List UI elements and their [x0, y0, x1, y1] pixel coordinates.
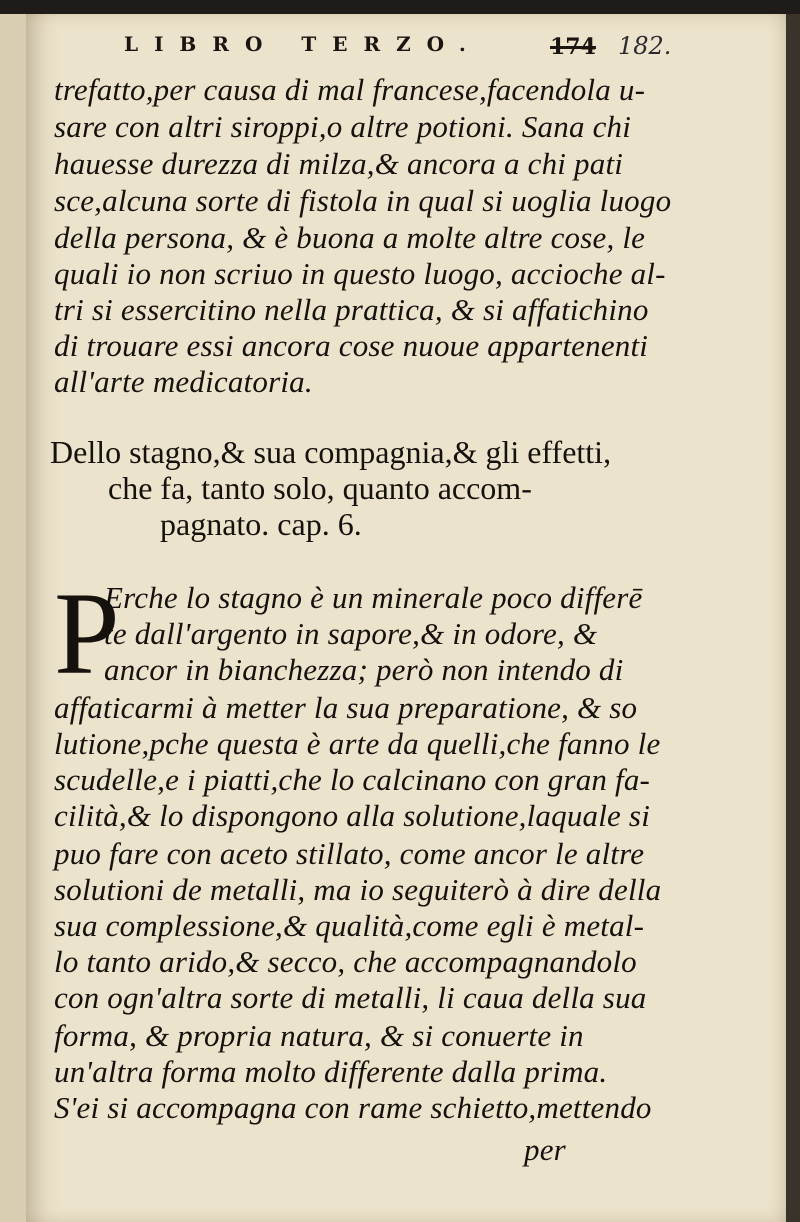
heading-line: che fa, tanto solo, quanto accom- — [108, 470, 532, 506]
text-line: solutioni de metalli, ma io seguiterò à dire della — [54, 872, 662, 907]
text-line: lo tanto arido,& secco, che accompagnandolo — [54, 944, 637, 979]
text-line: di trouare essi ancora cose nuoue appartenenti — [54, 328, 649, 363]
text-line: all'arte medicatoria. — [54, 364, 313, 399]
text-line: tri si essercitino nella prattica, & si affatichino — [54, 292, 649, 327]
text-line: ancor in bianchezza; però non intendo di — [104, 652, 624, 687]
text-line: puo fare con aceto stillato, come ancor le altre — [54, 836, 645, 871]
text-line: sare con altri siroppi,o altre potioni. Sana chi — [54, 109, 632, 144]
running-title: LIBRO TERZO. — [124, 32, 482, 56]
text-line: te dall'argento in sapore,& in odore, & — [104, 616, 598, 651]
text-line: affaticarmi à metter la sua preparatione, & so — [54, 690, 638, 725]
text-line: con ogn'altra sorte di metalli, li caua della sua — [54, 980, 647, 1015]
text-line: lutione,pche questa è arte da quelli,che fanno le — [54, 726, 661, 761]
original-folio-number: 174 — [550, 34, 596, 60]
drop-cap: P — [54, 568, 120, 699]
text-line: Erche lo stagno è un minerale poco differē — [104, 580, 643, 615]
corrected-folio-number: 182. — [618, 32, 672, 60]
heading-line: pagnato. cap. 6. — [160, 506, 362, 542]
text-line: trefatto,per causa di mal francese,facendola u- — [54, 72, 646, 107]
text-line: cilità,& lo dispongono alla solutione,laquale si — [54, 798, 651, 833]
catchword: per — [524, 1132, 566, 1167]
text-line: della persona, & è buona a molte altre cose, le — [54, 220, 646, 255]
text-line: un'altra forma molto differente dalla prima. — [54, 1054, 608, 1089]
text-line: scudelle,e i piatti,che lo calcinano con gran fa- — [54, 762, 651, 797]
heading-line: Dello stagno,& sua compagnia,& gli effetti, — [50, 434, 612, 470]
text-line: quali io non scriuo in questo luogo, accioche al- — [54, 256, 666, 291]
text-line: hauesse durezza di milza,& ancora a chi pati — [54, 146, 624, 181]
text-line: sua complessione,& qualità,come egli è metal- — [54, 908, 645, 943]
text-line: forma, & propria natura, & si conuerte in — [54, 1018, 584, 1053]
page-gutter — [0, 14, 27, 1222]
text-line: S'ei si accompagna con rame schietto,mettendo — [54, 1090, 652, 1125]
page-header — [70, 32, 710, 64]
text-line: sce,alcuna sorte di fistola in qual si uoglia luogo — [54, 183, 672, 218]
scan-right-margin — [786, 14, 800, 1222]
